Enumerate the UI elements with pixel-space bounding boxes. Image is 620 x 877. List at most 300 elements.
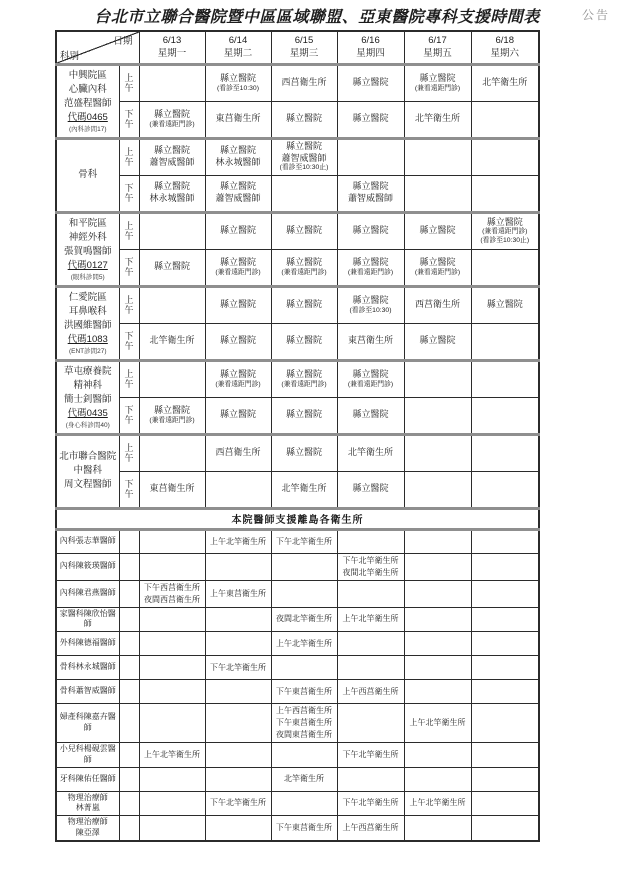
support-cell [337, 680, 404, 704]
support-row [56, 607, 539, 632]
support-cell [271, 791, 337, 816]
period-char: 下 [124, 404, 134, 415]
schedule-cell [271, 101, 337, 138]
period-char: 午 [124, 157, 134, 167]
support-cell [404, 680, 471, 704]
schedule-cell [471, 323, 539, 360]
cell-line: (兼看遠距門診) [482, 228, 528, 236]
section-am-row [56, 360, 539, 397]
day-weekday: 星期六 [490, 48, 519, 60]
support-cell [471, 791, 539, 816]
period-char: 下 [124, 108, 134, 119]
dept-line: 草屯療養院 [63, 365, 112, 377]
day-weekday: 星期二 [223, 48, 253, 60]
support-cell [139, 529, 205, 553]
cell-line: 上午東莒衛生所 [210, 588, 266, 598]
section-am-row [56, 138, 539, 175]
support-cell [404, 607, 471, 632]
support-cell [337, 656, 404, 680]
period-char: 下 [124, 478, 134, 489]
cell-line: 西莒衛生所 [215, 447, 261, 458]
period-char: 上 [124, 146, 134, 157]
support-name-line: 物理治療師 [67, 792, 108, 802]
support-cell [139, 553, 205, 580]
support-cell [471, 816, 539, 841]
section-am-row [56, 434, 539, 471]
cell-line: (兼看遠距門診) [281, 380, 327, 388]
support-row-name [56, 816, 119, 841]
support-cell [337, 791, 404, 816]
cell-line: 縣立醫院 [352, 113, 389, 124]
cell-line: 縣立醫院 [352, 294, 389, 305]
schedule-cell [139, 249, 205, 286]
support-cell [271, 704, 337, 743]
period-char: 午 [124, 341, 134, 351]
support-cell [205, 767, 271, 791]
day-header [471, 31, 539, 64]
schedule-cell [471, 397, 539, 434]
section-pm-row [56, 175, 539, 212]
cell-line: (看診至10:30) [349, 306, 392, 314]
support-cell [139, 656, 205, 680]
schedule-table-body [56, 31, 539, 841]
support-header-row [56, 508, 539, 529]
support-name-line: 小兒科楊硯雲醫 [59, 744, 116, 754]
support-cell [404, 632, 471, 656]
cell-line: 上午西莒衛生所 [276, 706, 332, 716]
cell-line: 縣立醫院 [219, 72, 256, 83]
support-row [56, 632, 539, 656]
schedule-cell [271, 249, 337, 286]
schedule-cell [471, 138, 539, 175]
day-header [205, 31, 271, 64]
schedule-cell [404, 360, 471, 397]
schedule-cell [471, 64, 539, 101]
support-cell [139, 767, 205, 791]
schedule-cell [271, 286, 337, 323]
cell-line: 蕭智威醫師 [215, 193, 261, 203]
support-name-line: 師 [83, 723, 92, 733]
support-name-line: 婦產科陳嘉卉醫 [59, 712, 116, 722]
cell-line: 縣立醫院 [486, 216, 523, 227]
support-spacer-cell [119, 607, 139, 632]
support-cell [404, 767, 471, 791]
cell-line: 北竿衛生所 [281, 483, 327, 494]
support-cell [139, 607, 205, 632]
day-header [139, 31, 205, 64]
schedule-cell [271, 323, 337, 360]
cell-line: 北竿衛生所 [347, 447, 393, 458]
support-cell [205, 743, 271, 768]
cell-line: 林永城醫師 [149, 193, 195, 203]
cell-line: 縣立醫院 [285, 368, 322, 379]
cell-line: 北竿衛生所 [482, 77, 528, 88]
support-row-name [56, 680, 119, 704]
cell-line: 縣立醫院 [419, 225, 456, 236]
support-cell [337, 816, 404, 841]
dept-code: 代碼0465 [67, 112, 108, 124]
cell-line: 縣立醫院 [352, 483, 389, 494]
support-row [56, 704, 539, 743]
day-date: 6/14 [228, 34, 248, 46]
schedule-cell [139, 212, 205, 249]
schedule-cell [271, 360, 337, 397]
period-char: 午 [124, 119, 134, 129]
cell-line: 縣立醫院 [285, 113, 322, 124]
cell-line: 上午北竿衛生所 [409, 798, 466, 808]
section-pm-row [56, 471, 539, 508]
support-cell [404, 743, 471, 768]
schedule-cell [271, 397, 337, 434]
schedule-cell [205, 138, 271, 175]
period-char: 午 [124, 379, 134, 389]
schedule-cell [205, 286, 271, 323]
schedule-cell [205, 323, 271, 360]
dept-line: 洪國維醫師 [63, 320, 112, 332]
dept-line: 中興院區 [68, 69, 107, 81]
support-name-line: 林菁嵐 [75, 803, 100, 813]
support-cell [471, 743, 539, 768]
support-cell [471, 580, 539, 607]
schedule-cell [205, 434, 271, 471]
support-row [56, 743, 539, 768]
support-cell [471, 632, 539, 656]
support-name-line: 牙科陳佑任醫師 [59, 773, 116, 783]
dept-room: (內科診間17) [68, 125, 107, 133]
cell-line: 縣立醫院 [285, 141, 322, 152]
cell-line: 東莒衛生所 [149, 483, 195, 494]
cell-line: 縣立醫院 [419, 256, 456, 267]
dept-cell [56, 138, 119, 212]
cell-line: 上午北竿衛生所 [342, 614, 399, 624]
support-spacer-cell [119, 680, 139, 704]
section-pm-row [56, 397, 539, 434]
cell-line: 下午北竿衛生所 [342, 798, 399, 808]
schedule-cell [337, 323, 404, 360]
day-date: 6/16 [361, 34, 380, 46]
support-spacer-cell [119, 656, 139, 680]
schedule-cell [337, 249, 404, 286]
support-spacer-cell [119, 529, 139, 553]
period-char: 午 [124, 83, 134, 93]
dept-code: 代碼0435 [67, 408, 108, 420]
schedule-cell [337, 101, 404, 138]
schedule-cell [205, 175, 271, 212]
support-row-name [56, 553, 119, 580]
support-row [56, 680, 539, 704]
support-cell [471, 704, 539, 743]
dept-line: 中醫科 [73, 464, 102, 476]
period-cell [119, 212, 139, 249]
period-cell [119, 64, 139, 101]
dept-line: 范盛程醫師 [63, 98, 112, 110]
support-name-line: 師 [83, 754, 92, 764]
dept-room: (身心科診間40) [65, 421, 110, 429]
schedule-table [55, 30, 540, 842]
cell-line: (看診至10:30止) [279, 164, 329, 172]
schedule-cell [139, 101, 205, 138]
support-name-line: 外科陳德福醫師 [59, 638, 116, 648]
support-cell [337, 743, 404, 768]
support-row-name [56, 632, 119, 656]
day-weekday: 星期五 [423, 48, 452, 60]
cell-line: (兼看遠距門診) [281, 268, 327, 276]
support-row [56, 791, 539, 816]
support-cell [337, 607, 404, 632]
support-name-line: 骨科蕭智威醫師 [59, 686, 116, 696]
cell-line: 夜間北竿衛生所 [276, 614, 332, 624]
header-row [56, 31, 539, 64]
cell-line: 上午北竿衛生所 [210, 536, 266, 546]
section-pm-row [56, 101, 539, 138]
schedule-cell [271, 175, 337, 212]
schedule-cell [404, 175, 471, 212]
period-cell [119, 286, 139, 323]
support-cell [404, 704, 471, 743]
schedule-cell [404, 249, 471, 286]
support-cell [139, 704, 205, 743]
support-cell [205, 791, 271, 816]
support-cell [337, 580, 404, 607]
support-cell [271, 816, 337, 841]
dept-line: 精神科 [73, 379, 102, 391]
schedule-cell [205, 360, 271, 397]
support-cell [337, 553, 404, 580]
schedule-cell [205, 249, 271, 286]
dept-line: 簡士釗醫師 [63, 394, 112, 406]
schedule-cell [337, 434, 404, 471]
support-row [56, 553, 539, 580]
schedule-cell [205, 64, 271, 101]
schedule-cell [139, 323, 205, 360]
section-pm-row [56, 323, 539, 360]
section-pm-row [56, 249, 539, 286]
support-cell [205, 704, 271, 743]
cell-line: 北竿衛生所 [149, 335, 195, 346]
period-cell [119, 138, 139, 175]
cell-line: 縣立醫院 [352, 77, 389, 88]
cell-line: 縣立醫院 [153, 108, 190, 119]
day-header [337, 31, 404, 64]
support-cell [404, 791, 471, 816]
support-name-line: 陳亞澤 [75, 828, 100, 838]
period-char: 午 [124, 415, 134, 425]
period-char: 下 [124, 330, 134, 341]
schedule-cell [337, 138, 404, 175]
schedule-cell [404, 212, 471, 249]
schedule-cell [471, 249, 539, 286]
support-cell [471, 767, 539, 791]
dept-room: (眼科診間5) [70, 273, 105, 281]
day-weekday: 星期四 [356, 48, 385, 60]
schedule-cell [404, 397, 471, 434]
schedule-cell [337, 397, 404, 434]
cell-line: 縣立醫院 [219, 335, 256, 346]
schedule-cell [139, 64, 205, 101]
support-cell [271, 580, 337, 607]
cell-line: 縣立醫院 [153, 145, 190, 156]
period-char: 午 [124, 267, 134, 277]
support-cell [205, 607, 271, 632]
support-spacer-cell [119, 580, 139, 607]
support-cell [205, 529, 271, 553]
cell-line: (兼看遠距門診) [414, 84, 461, 92]
support-name-line: 家醫科陳欣怡醫 [59, 608, 116, 618]
day-date: 6/17 [428, 34, 447, 46]
cell-line: 西莒衛生所 [281, 77, 327, 88]
support-cell [205, 816, 271, 841]
support-row-name [56, 743, 119, 768]
support-row [56, 767, 539, 791]
cell-line: 蕭智威醫師 [281, 152, 327, 163]
dept-cell [56, 360, 119, 434]
support-spacer-cell [119, 704, 139, 743]
schedule-cell [471, 360, 539, 397]
support-cell [205, 553, 271, 580]
cell-line: 縣立醫院 [153, 181, 190, 192]
support-cell [271, 743, 337, 768]
cell-line: (兼看遠距門診) [149, 120, 195, 128]
schedule-cell [271, 64, 337, 101]
support-cell [139, 816, 205, 841]
period-char: 午 [124, 305, 134, 315]
schedule-cell [404, 471, 471, 508]
dept-code: 代碼1083 [67, 334, 108, 346]
cell-line: 下午東莒衛生所 [276, 718, 332, 728]
support-name-line: 物理治療師 [67, 817, 108, 827]
cell-line: 上午北竿衛生所 [409, 718, 466, 728]
cell-line: 下午西莒衛生所 [144, 582, 200, 592]
support-cell [471, 553, 539, 580]
support-spacer-cell [119, 553, 139, 580]
cell-line: 縣立醫院 [219, 299, 256, 310]
cell-line: 縣立醫院 [352, 409, 389, 420]
period-cell [119, 249, 139, 286]
schedule-cell [471, 212, 539, 249]
cell-line: 縣立醫院 [486, 299, 523, 310]
section-am-row [56, 64, 539, 101]
period-char: 午 [124, 231, 134, 241]
schedule-cell [139, 175, 205, 212]
day-date: 6/13 [162, 34, 182, 46]
cell-line: 林永城醫師 [215, 157, 261, 167]
support-name-line: 師 [83, 619, 92, 629]
cell-line: (兼看遠距門診) [347, 268, 394, 276]
schedule-cell [205, 101, 271, 138]
period-cell [119, 434, 139, 471]
dept-code: 代碼0127 [67, 260, 108, 272]
support-cell [271, 553, 337, 580]
support-cell [139, 680, 205, 704]
day-weekday: 星期一 [157, 48, 187, 60]
period-cell [119, 323, 139, 360]
period-char: 上 [124, 442, 134, 453]
day-date: 6/15 [294, 34, 314, 46]
cell-line: 縣立醫院 [285, 335, 322, 346]
cell-line: 夜間東莒衛生所 [276, 730, 332, 740]
cell-line: 夜間北竿衛生所 [342, 567, 399, 577]
cell-line: 東莒衛生所 [215, 113, 261, 124]
dept-cell [56, 64, 119, 138]
dept-line: 心臟內科 [68, 83, 107, 95]
dept-line: 北市聯合醫院 [59, 450, 117, 462]
period-char: 上 [124, 368, 134, 379]
support-cell [471, 607, 539, 632]
cell-line: 下午北竿衛生所 [342, 555, 399, 565]
support-row [56, 816, 539, 841]
cell-line: 縣立醫院 [219, 409, 256, 420]
schedule-cell [139, 138, 205, 175]
cell-line: 縣立醫院 [285, 409, 322, 420]
schedule-cell [337, 360, 404, 397]
corner-dept-label: 科別 [60, 50, 80, 62]
page-title: 台北市立聯合醫院暨中區區域聯盟、亞東醫院專科支援時間表 [94, 7, 540, 26]
support-spacer-cell [119, 632, 139, 656]
support-row-name [56, 704, 119, 743]
cell-line: 下午北竿衛生所 [210, 662, 266, 672]
period-char: 下 [124, 182, 134, 193]
page-header [0, 0, 620, 30]
support-spacer-cell [119, 791, 139, 816]
period-char: 上 [124, 294, 134, 305]
support-cell [404, 553, 471, 580]
support-cell [271, 632, 337, 656]
support-row-name [56, 580, 119, 607]
cell-line: 下午北竿衛生所 [342, 749, 399, 759]
support-cell [205, 680, 271, 704]
schedule-cell [337, 212, 404, 249]
cell-line: 上午北竿衛生所 [276, 638, 332, 648]
support-cell [139, 580, 205, 607]
support-cell [271, 607, 337, 632]
schedule-cell [404, 138, 471, 175]
support-row [56, 529, 539, 553]
dept-line: 耳鼻喉科 [68, 305, 107, 317]
support-cell [139, 791, 205, 816]
schedule-cell [139, 286, 205, 323]
schedule-cell [404, 101, 471, 138]
cell-line: 上午北竿衛生所 [144, 749, 200, 759]
day-date: 6/18 [495, 34, 514, 46]
cell-line: 下午北竿衛生所 [276, 536, 332, 546]
section-am-row [56, 212, 539, 249]
cell-line: 夜間西莒衛生所 [144, 594, 200, 604]
period-cell [119, 360, 139, 397]
cell-line: 縣立醫院 [219, 256, 256, 267]
support-header: 本院醫師支援離島各衛生所 [56, 508, 539, 529]
cell-line: 縣立醫院 [285, 447, 322, 458]
schedule-cell [139, 397, 205, 434]
support-cell [337, 529, 404, 553]
schedule-cell [404, 434, 471, 471]
cell-line: 縣立醫院 [285, 299, 322, 310]
schedule-cell [404, 323, 471, 360]
dept-cell [56, 212, 119, 286]
support-cell [337, 767, 404, 791]
support-row [56, 656, 539, 680]
support-name-line: 骨科林永城醫師 [59, 662, 116, 672]
cell-line: 東莒衛生所 [347, 335, 393, 346]
support-spacer-cell [119, 743, 139, 768]
support-cell [205, 656, 271, 680]
support-cell [271, 529, 337, 553]
period-cell [119, 101, 139, 138]
support-cell [139, 632, 205, 656]
dept-line: 神經外科 [68, 231, 107, 243]
day-header [404, 31, 471, 64]
cell-line: 上午西莒衛生所 [342, 823, 399, 833]
cell-line: (看診至10:30) [217, 84, 259, 92]
